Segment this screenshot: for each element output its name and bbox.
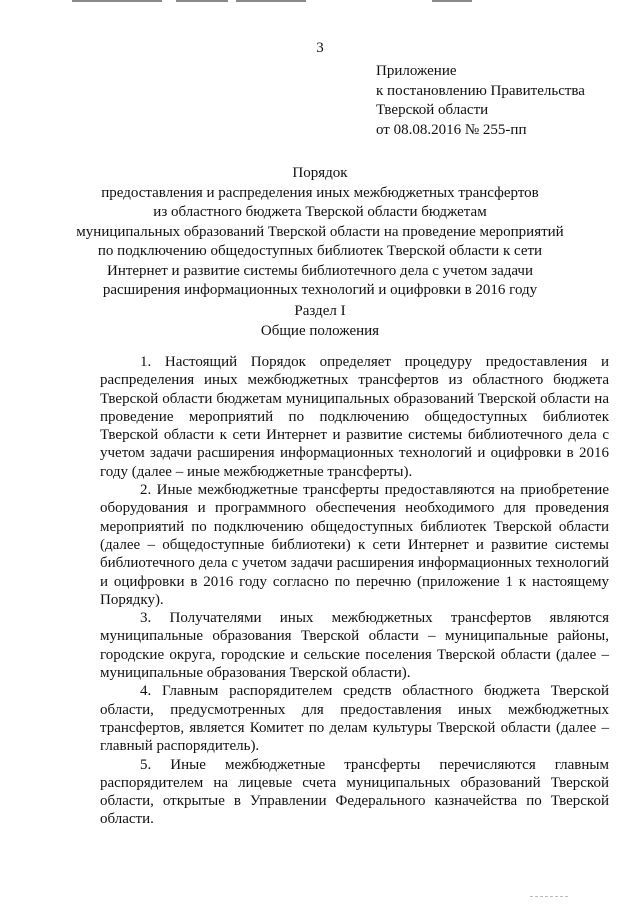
title-line: из областного бюджета Тверской области бюджетам — [153, 204, 487, 220]
document-title — [70, 164, 570, 301]
paragraph-1: 1. Настоящий Порядок определяет процедуру предоставления и распределения иных межбюджетных трансфертов из областного бюджета Тверской области бюджетам муниципальных образований Тверской области на проведение мероприятий по подключению общедоступных библиотек Тверской области к сети Интернет и развитие системы библиотечного дела с учетом задачи расширения информационных технологий и оцифровки в 2016 году (далее – иные межбюджетные трансферты). — [100, 354, 609, 480]
section-name: Общие положения — [260, 322, 380, 339]
section-heading — [70, 302, 570, 341]
page-number: 3 — [316, 40, 324, 56]
scan-edge-mark — [432, 0, 472, 2]
scan-edge-mark — [176, 0, 228, 2]
document-body — [100, 353, 609, 829]
paragraph-5: 5. Иные межбюджетные трансферты перечисляются главным распорядителем на лицевые счета муниципальных образований Тверской области, открытые в Управлении Федерального казначейства по Тверской области. — [100, 756, 609, 828]
title-line: муниципальных образований Тверской области на проведение мероприятий — [76, 223, 564, 240]
scan-corner-mark — [530, 896, 568, 897]
title-line: расширения информационных технологий и оцифровки в 2016 году — [102, 282, 538, 298]
approval-line: Приложение — [376, 63, 457, 79]
paragraph-3: 3. Получателями иных межбюджетных трансфертов являются муниципальные образования Тверской области – муниципальные районы, городские округа, городские и сельские поселения Тверской области (далее – муниципальные образования Тверской области). — [100, 610, 609, 682]
title-line: предоставления и распределения иных межбюджетных трансфертов — [101, 184, 539, 201]
scan-edge-mark — [236, 0, 306, 2]
paragraph-4: 4. Главным распорядителем средств областного бюджета Тверской области, предусмотренных для предоставления иных межбюджетных трансфертов, является Комитет по делам культуры Тверской области (далее – главный распорядитель). — [100, 683, 609, 755]
approval-line: Тверской области — [376, 102, 489, 118]
title-heading: Порядок — [292, 165, 348, 181]
title-line: по подключению общедоступных библиотек Тверской области к сети — [97, 243, 543, 259]
section-number: Раздел I — [294, 303, 346, 319]
approval-stamp — [376, 62, 626, 140]
approval-date-line: от 08.08.2016 № 255-пп — [376, 121, 527, 138]
approval-line: к постановлению Правительства — [376, 82, 585, 99]
title-line: Интернет и развитие системы библиотечного дела с учетом задачи — [106, 262, 534, 279]
paragraph-2: 2. Иные межбюджетные трансферты предоставляются на приобретение оборудования и программного обеспечения необходимого для проведения мероприятий по подключению общедоступных библиотек Тверской области (далее – общедоступные библиотеки) к сети Интернет и развитие системы библиотечного дела с учетом задачи расширения информационных технологий и оцифровки в 2016 году согласно по перечню (приложение 1 к настоящему Порядку). — [100, 482, 609, 608]
scan-edge-mark — [72, 0, 162, 2]
